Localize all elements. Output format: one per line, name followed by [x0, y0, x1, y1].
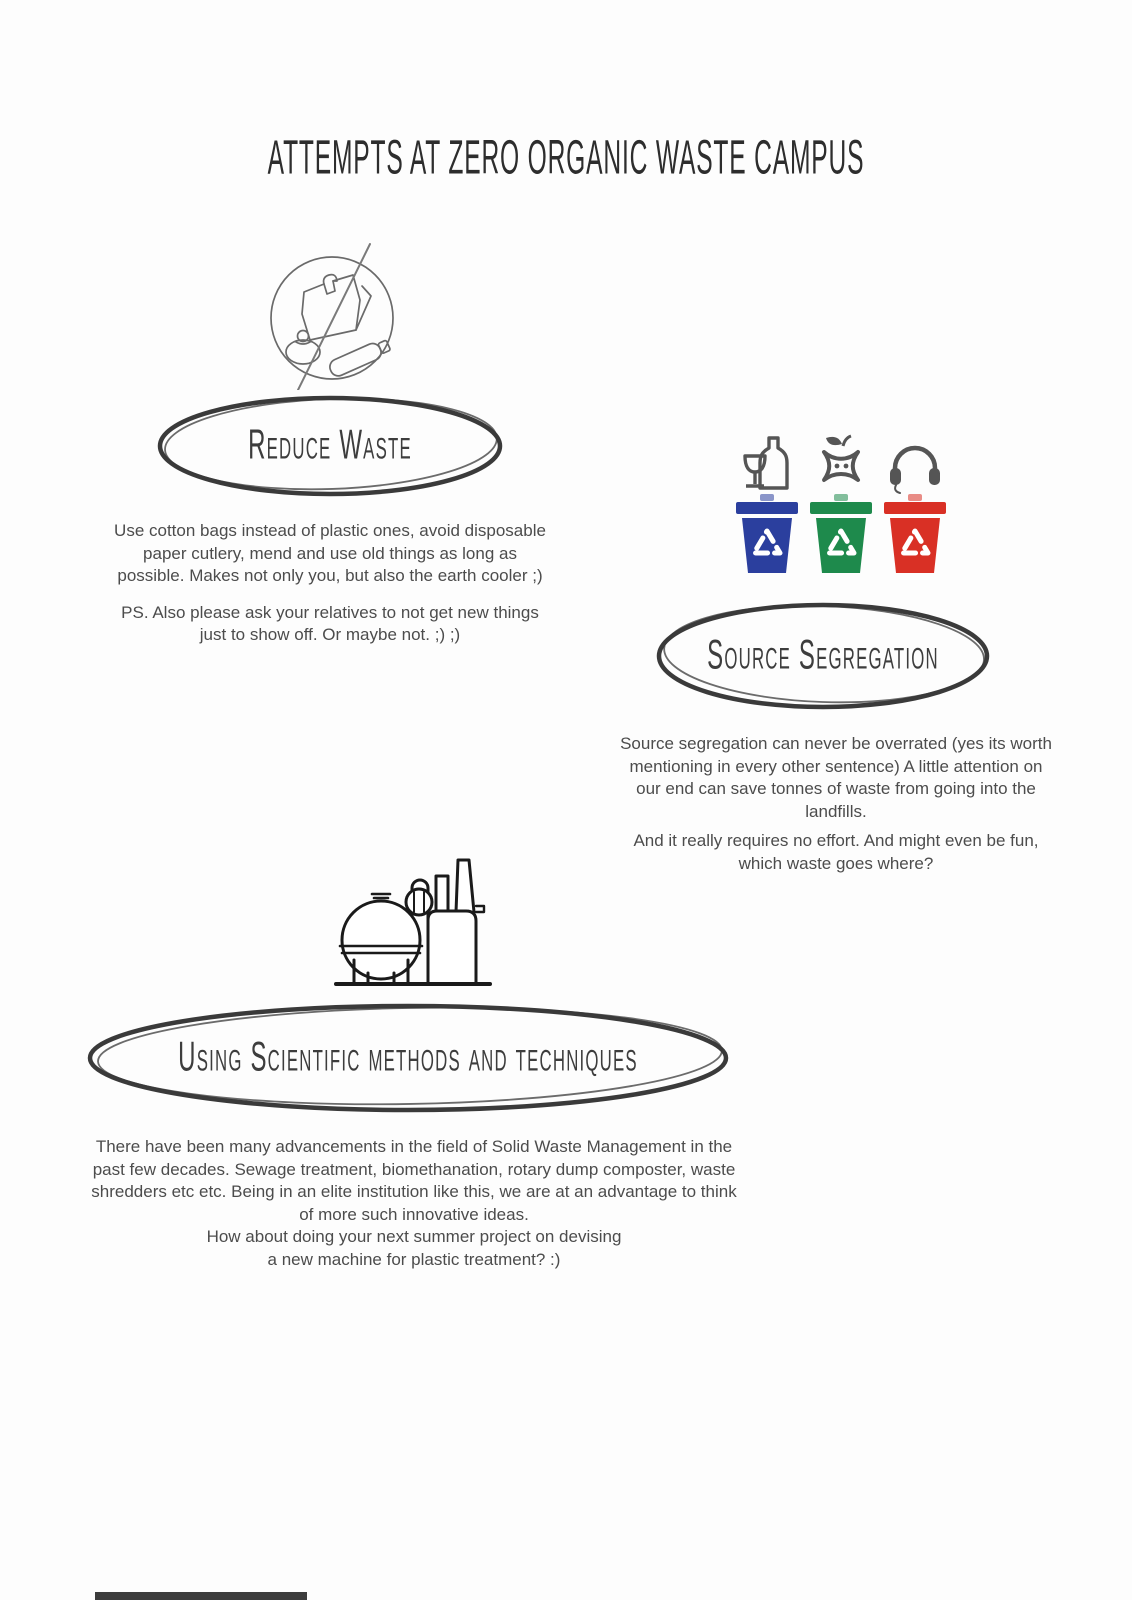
reduce-waste-heading-oval	[152, 390, 508, 502]
body-text: Use cotton bags instead of plastic ones, avoid disposable paper cutlery, mend and use old things as long as possible. Makes not only you, but also the earth cooler ;)	[114, 521, 546, 586]
source-segregation-heading-oval	[653, 597, 993, 715]
body-text: And it really requires no effort. And might even be fun, which waste goes where?	[633, 831, 1039, 874]
apple-core-icon	[812, 430, 870, 494]
red-bin	[883, 494, 947, 574]
body-text: How about doing your next summer project on devising	[206, 1227, 622, 1247]
scientific-methods-text	[90, 1136, 738, 1272]
chemical-plant-icon	[328, 840, 498, 995]
e-waste-bin	[883, 430, 947, 574]
scientific-methods-heading: Using Scientific methods and techniques	[178, 1034, 638, 1081]
body-text: There have been many advancements in the field of Solid Waste Management in the past few decades. Sewage treatment, biomethanation, rotary dump composter, waste shredders etc etc. Being in an elite institution like this, we are at an advantage to think of more such innovative ideas.	[91, 1137, 737, 1224]
reduce-waste-text	[110, 520, 550, 647]
recycling-bins-icon	[735, 430, 947, 574]
wine-bottle-and-glass-icon	[738, 430, 796, 494]
glass-waste-bin	[735, 430, 799, 574]
headphones-icon	[885, 430, 945, 494]
body-text: Source segregation can never be overrated (yes its worth mentioning in every other sentence) A little attention on our end can save tonnes of waste from going into the landfills.	[620, 734, 1052, 821]
body-text: a new machine for plastic treatment? :)	[267, 1250, 561, 1270]
organic-waste-bin	[809, 430, 873, 574]
cutoff-element-edge	[95, 1592, 307, 1600]
source-segregation-heading: Source Segregation	[707, 632, 939, 679]
blue-bin	[735, 494, 799, 574]
reduce-waste-heading: Reduce Waste	[248, 422, 412, 469]
body-text: PS. Also please ask your relatives to not get new things just to show off. Or maybe not. ;) ;)	[121, 602, 539, 645]
page-title: ATTEMPTS AT ZERO ORGANIC WASTE CAMPUS	[267, 131, 865, 185]
source-segregation-text	[620, 733, 1052, 876]
green-bin	[809, 494, 873, 574]
scientific-methods-heading-oval	[83, 998, 733, 1118]
